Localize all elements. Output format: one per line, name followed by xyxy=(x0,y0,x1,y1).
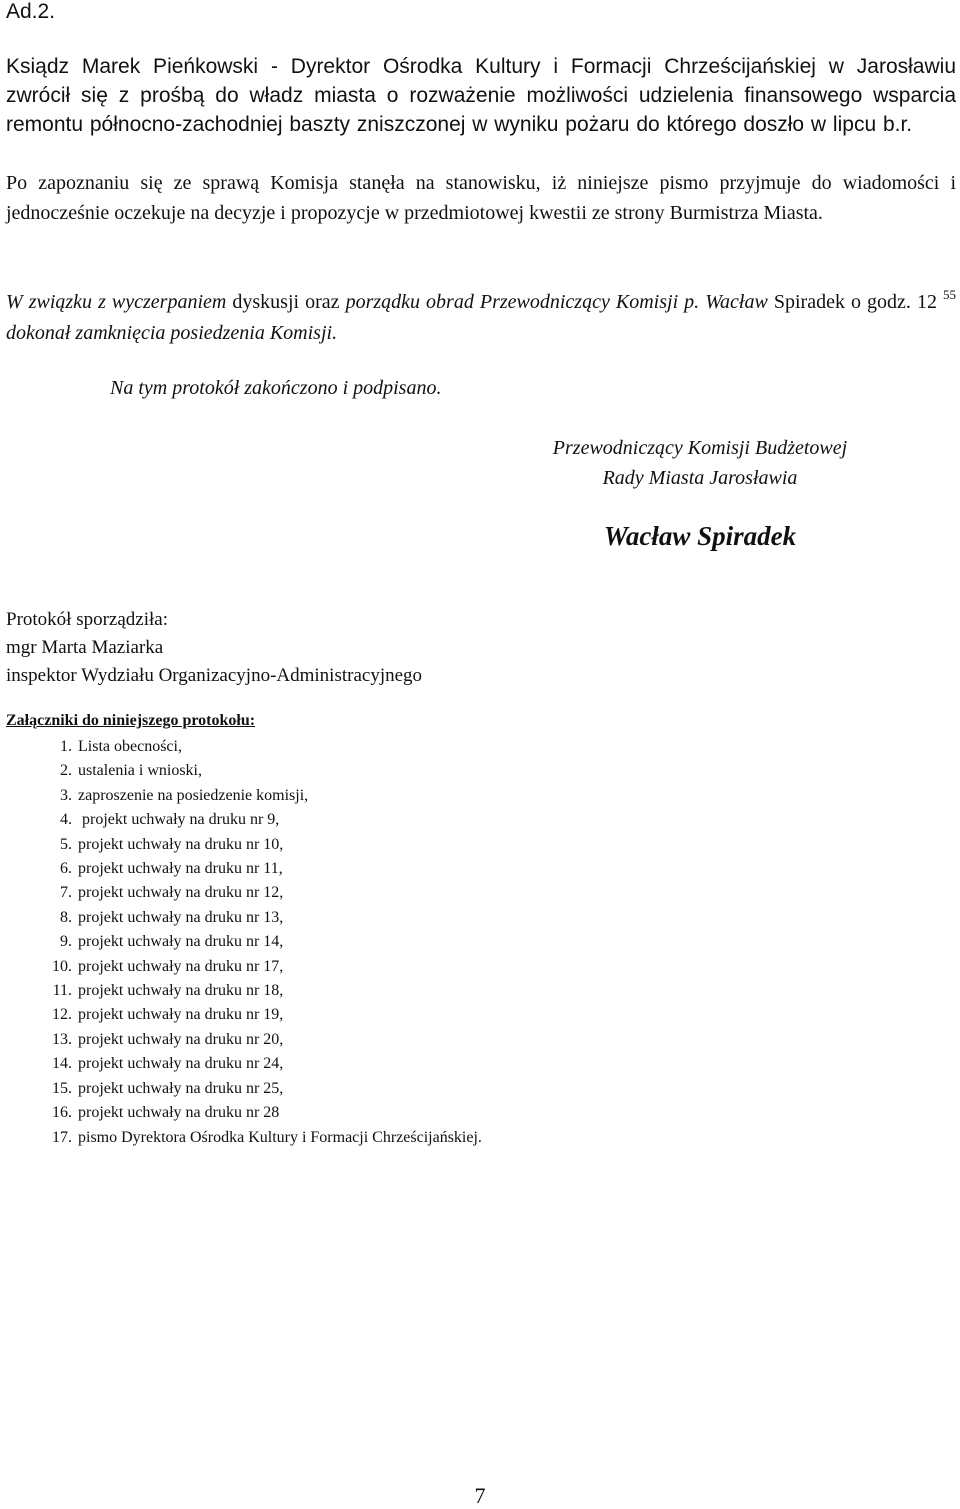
list-item xyxy=(6,1003,482,1027)
paragraph-closing-meeting xyxy=(6,287,956,349)
list-item-text: projekt uchwały na druku nr 28 xyxy=(78,1104,280,1122)
list-item-text: projekt uchwały na druku nr 9, xyxy=(78,811,280,829)
signature-name: Wacław Spiradek xyxy=(603,521,797,551)
list-item xyxy=(6,808,482,832)
list-item xyxy=(6,930,482,954)
list-item-number: 17. xyxy=(52,1128,72,1146)
prepared-by-name: mgr Marta Maziarka xyxy=(6,637,164,658)
closing-text-italic-1: W związku z wyczerpaniem xyxy=(6,291,227,313)
prepared-by-position: inspektor Wydziału Organizacyjno-Administracyjnego xyxy=(6,665,423,686)
list-item xyxy=(6,784,482,808)
closing-text-italic-2: porządku obrad Przewodniczący Komisji p. Wacław xyxy=(345,291,768,313)
list-item-number: 7. xyxy=(60,884,72,902)
list-item-number: 16. xyxy=(52,1104,72,1122)
list-item-text: pismo Dyrektora Ośrodka Kultury i Formacji Chrześcijańskiej. xyxy=(78,1128,482,1146)
list-item xyxy=(6,881,482,905)
list-item-text: projekt uchwały na druku nr 24, xyxy=(78,1055,284,1073)
list-item-text: projekt uchwały na druku nr 17, xyxy=(78,957,284,975)
signature-title xyxy=(460,433,940,493)
section-label: Ad.2. xyxy=(6,0,56,23)
closing-text-regular-1: dyskusji oraz xyxy=(226,291,346,313)
list-item xyxy=(6,906,482,930)
list-item-number: 11. xyxy=(52,982,72,1000)
list-item-text: projekt uchwały na druku nr 12, xyxy=(78,884,284,902)
list-item-text: zaproszenie na posiedzenie komisji, xyxy=(78,786,309,804)
list-item xyxy=(6,979,482,1003)
list-item-number: 13. xyxy=(52,1030,72,1048)
attachments-list xyxy=(6,735,482,1150)
list-item xyxy=(6,735,482,759)
list-item-text: ustalenia i wnioski, xyxy=(78,762,202,780)
list-item-number: 10. xyxy=(52,957,72,975)
closing-text-regular-2: Spiradek o godz. 12 xyxy=(767,291,943,313)
list-item-text: projekt uchwały na druku nr 10, xyxy=(78,835,284,853)
list-item xyxy=(6,1077,482,1101)
list-item-number: 3. xyxy=(60,786,72,804)
list-item-number: 6. xyxy=(60,860,72,878)
list-item xyxy=(6,833,482,857)
list-item-number: 15. xyxy=(52,1079,72,1097)
signature-title-line-1: Przewodniczący Komisji Budżetowej xyxy=(552,437,848,459)
list-item-text: projekt uchwały na druku nr 11, xyxy=(78,860,283,878)
list-item-number: 5. xyxy=(60,835,72,853)
prepared-by-label: Protokół sporządziła: xyxy=(6,609,168,630)
list-item-number: 2. xyxy=(60,762,72,780)
list-item-number: 8. xyxy=(60,908,72,926)
list-item-number: 1. xyxy=(60,738,72,755)
list-item-number: 14. xyxy=(52,1055,72,1073)
list-item xyxy=(6,857,482,881)
list-item-text: projekt uchwały na druku nr 18, xyxy=(78,982,284,1000)
paragraph-request: Ksiądz Marek Pieńkowski - Dyrektor Ośrodka Kultury i Formacji Chrześcijańskiej w Jarosławiu zwrócił się z prośbą do władz miasta o rozważenie możliwości udzielenia finansowego wsparcia remontu północno-zachodniej baszty zniszczonej w wyniku pożaru do którego doszło w lipcu b.r. xyxy=(6,55,956,136)
list-item-text: Lista obecności, xyxy=(78,738,182,755)
list-item xyxy=(6,759,482,783)
list-item-text: projekt uchwały na druku nr 14, xyxy=(78,933,284,951)
list-item-number: 12. xyxy=(52,1006,72,1024)
signature-title-line-2: Rady Miasta Jarosławia xyxy=(602,467,798,489)
time-minutes-superscript: 55 xyxy=(943,287,956,302)
list-item-number: 4. xyxy=(60,811,72,829)
list-item-text: projekt uchwały na druku nr 25, xyxy=(78,1079,284,1097)
list-item xyxy=(6,1101,482,1125)
paragraph-commission-position: Po zapoznaniu się ze sprawą Komisja stanęła na stanowisku, iż niniejsze pismo przyjmuje do wiadomości i jednocześnie oczekuje na decyzje i propozycje w przedmiotowej kwestii ze strony Burmistrza Miasta. xyxy=(6,172,956,224)
closing-text-italic-3: dokonał zamknięcia posiedzenia Komisji. xyxy=(6,322,338,344)
closing-statement: Na tym protokół zakończono i podpisano. xyxy=(110,377,442,399)
list-item-number: 9. xyxy=(60,933,72,951)
list-item xyxy=(6,955,482,979)
list-item-text: projekt uchwały na druku nr 19, xyxy=(78,1006,284,1024)
list-item-text: projekt uchwały na druku nr 13, xyxy=(78,908,284,926)
list-item-text: projekt uchwały na druku nr 20, xyxy=(78,1030,284,1048)
prepared-by-block xyxy=(6,606,422,690)
list-item xyxy=(6,1052,482,1076)
attachments-heading: Załączniki do niniejszego protokołu: xyxy=(6,712,256,729)
page-number: 7 xyxy=(474,1483,486,1508)
list-item xyxy=(6,1126,482,1150)
list-item xyxy=(6,1028,482,1052)
